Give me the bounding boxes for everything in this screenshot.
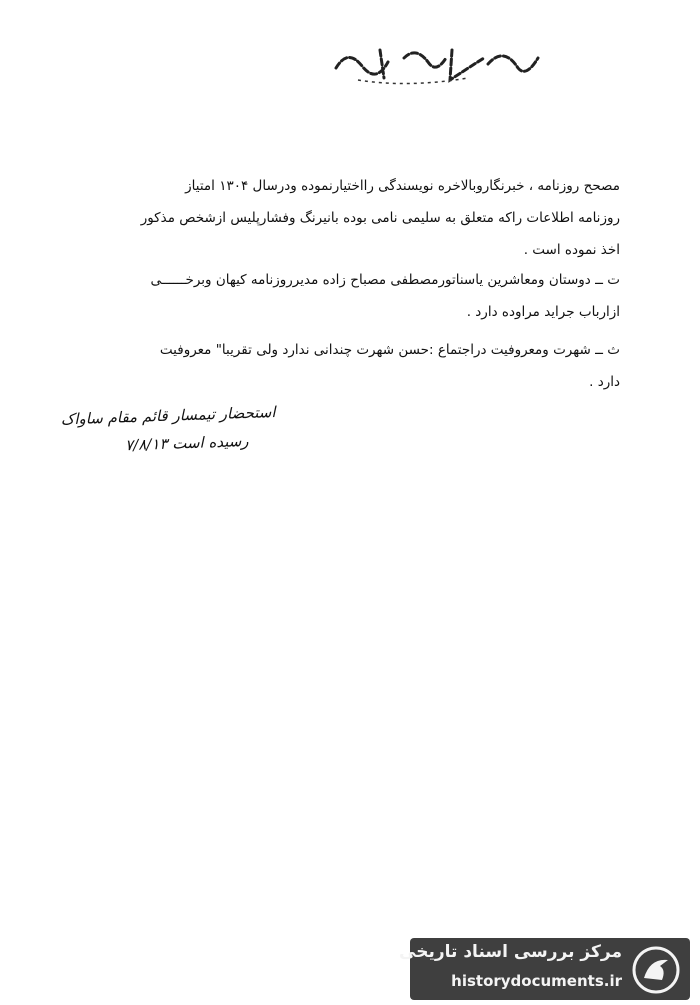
paragraph-line: ث ــ شهرت ومعروفیت دراجتماع :حسن شهرت چندانی ندارد ولی تقریبا" معروفیت [159,342,620,358]
handwritten-line: رسیده است ۷/۸/۱۳ [124,431,249,455]
watermark-site: historydocuments.ir [451,972,622,990]
paragraph-reputation [80,334,620,398]
paragraph-line: ازارباب جراید مراوده دارد . [466,304,620,320]
archive-watermark [399,938,690,1000]
paragraph-line: دارد . [589,374,620,390]
paragraph-line: روزنامه اطلاعات راکه متعلق به سلیمی نامی بوده بانیرنگ وفشارپلیس ازشخص مذکور [140,210,620,226]
paragraph-line: اخذ نموده است . [523,242,620,258]
handwritten-annotation [35,398,277,462]
paragraph-line: ت ــ دوستان ومعاشرین یاسناتورمصطفی مصباح زاده مدیرروزنامه کیهان وبرخــــــی [150,272,620,288]
classification-stamp [318,28,548,98]
stamp-handwriting [318,28,548,98]
paragraph-line: مصحح روزنامه ، خبرنگاروبالاخره نویسندگی رااختیارنموده ودرسال ۱۳۰۴ امتیاز [185,178,620,194]
handwritten-line: استحضار تیمسار قائم مقام ساواک [60,402,276,429]
watermark-name: مرکز بررسی اسناد تاریخی [399,942,622,962]
archive-logo-icon [630,944,682,996]
paragraph-associates [80,264,620,328]
paragraph-biography [80,170,620,266]
